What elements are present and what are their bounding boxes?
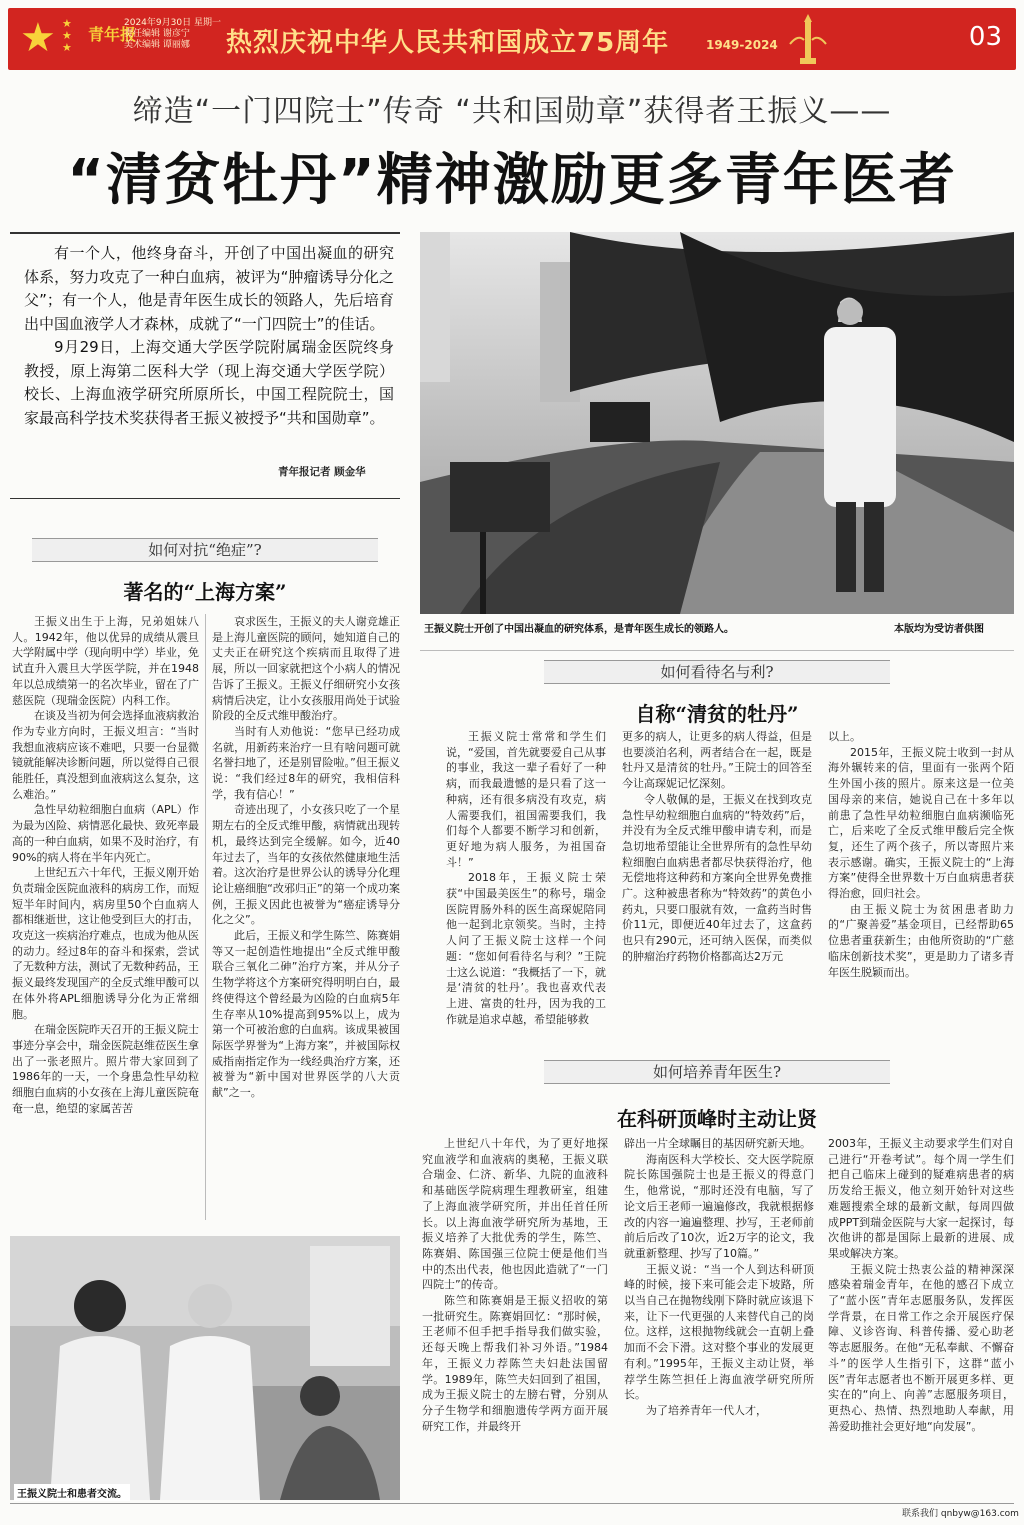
section3-col1: [422, 1136, 608, 1500]
lead-paragraph: 有一个人，他终身奋斗，开创了中国出凝血的研究体系，努力攻克了一种白血病，被评为“肿瘤诱导分化之父”；有一个人，他是青年医生成长的领路人，先后培育出中国血液学人才森林，成就了“一门四院士”的佳话。: [24, 244, 394, 333]
paragraph: 由王振义院士为贫困患者助力的“广聚善爱”基金项目，已经帮助65位患者重获新生；由他所资助的“广慈临床创新技术奖”，更是助力了诸多青年医生脱颖而出。: [828, 902, 1014, 979]
paragraph: 在谈及当初为何会选择血液病救治作为专业方向时，王振义坦言：“当时我想血液病应该不难吧，只要一台显微镜就能解决诊断问题，所以觉得自己很能胜任，真没想到血液病这么复杂，这么难治。”: [12, 709, 199, 801]
footer-contact: 联系我们 qnbyw@163.com: [902, 1509, 1019, 1519]
section2-col2: [622, 729, 812, 1047]
section2-question: 如何看待名与利?: [544, 660, 890, 684]
lead-bottom-rule: [10, 498, 400, 499]
paragraph: 上世纪五六十年代，王振义刚开始负责瑞金医院血液科的病房工作，而短短半年时间内，病房里50个白血病人都相继逝世，这让他受到巨大的打击，攻克这一疾病治疗难点，也成为他从医的动力。经过8年的奋斗和探索，尝试了无数种方法，测试了无数种药品，王振义最终发现国产的全反式维甲酸可以在体外将APL细胞诱导分化为正常细胞。: [12, 866, 199, 1021]
photo-credit: 本版均为受访者供图: [894, 624, 984, 635]
section3-col3: [828, 1136, 1014, 1500]
article-title: “清贫牡丹”精神激励更多青年医者: [67, 148, 957, 213]
paragraph: 王振义说：“当一个人到达科研顶峰的时候，接下来可能会走下坡路，所以当自己在抛物线刚下降时就应该退下来，让下一代更强的人来替代自己的岗位。这样，这根抛物线就会一直朝上叠加而不会下滑。这对整个事业的发展更有利。”1995年，王振义主动让贤，举荐学生陈竺担任上海血液学研究所所长。: [624, 1262, 814, 1402]
paragraph: 2018年，王振义院士荣获“中国最美医生”的称号，瑞金医院胃肠外科的医生高琛妮陪同他一起到北京领奖。当时，主持人问了王振义院士这样一个问题：“您如何看待名与利？”王院士这么说道：“我概括了一下，就是‘清贫的牡丹’。我也喜欢代表上进、富贵的牡丹，因为我的工作就是追求卓越，希望能够救: [446, 871, 606, 1026]
paragraph: 哀求医生，王振义的夫人谢竞雄正是上海儿童医院的顾问，她知道自己的丈夫正在研究这个疾病而且取得了进展，所以一回家就把这个小病人的情况告诉了王振义。王振义仔细研究小女孩病情后决定，让小女孩服用尚处于试验阶段的全反式维甲酸治疗。: [212, 615, 400, 723]
main-photo-caption: 王振义院士开创了中国出凝血的研究体系，是青年医生成长的领路人。: [424, 624, 734, 635]
section1-col2: [212, 614, 400, 1226]
paragraph: 王振义院士热衷公益的精神深深感染着瑞金青年，在他的感召下成立了“蓝小医”青年志愿服务队，发挥医学背景，在日常工作之余开展医疗保障、义诊咨询、科普传播、爱心助老等志愿服务。在他“无私奉献、不懈奋斗”的医学人生指引下，这群“蓝小医”青年志愿者也不断开展更多样、更实在的“向上、向善”志愿服务项目，更热心、热情、热烈地助人奉献，用善爱助推社会更好地“向发展”。: [828, 1262, 1014, 1433]
paragraph: 为了培养青年一代人才，: [646, 1403, 767, 1417]
section2-col1: [446, 729, 606, 1047]
paragraph: 王振义院士常常和学生们说，“爱国，首先就要爱自己从事的事业，我这一辈子看好了一种病，而我最遗憾的是只看了这一种病，还有很多病没有攻克，病人需要我们，祖国需要我们，我们每个人都要不断学习和创新，更好地为病人服务，为祖国奋斗！”: [446, 730, 606, 869]
section2-subhead: 自称“清贫的牡丹”: [635, 702, 799, 726]
paragraph: 此后，王振义和学生陈竺、陈赛娟等又一起创造性地提出“全反式维甲酸联合三氧化二砷”治疗方案，并从分子生物学将这个方案研究得明明白白，最终使得这个曾经最为凶险的白血病5年生存率从10%提高到95%以上，成为第一个可被治愈的白血病。该成果被国际医学界誉为“上海方案”，并被国际权威指南指定作为一线经典治疗方案，还被誉为“新中国对世界医学的八大贡献”之一。: [212, 929, 400, 1100]
newspaper-logo: 青年报: [88, 25, 137, 44]
paragraph: 2015年，王振义院士收到一封从海外辗转来的信，里面有一张两个陌生外国小孩的照片。原来这是一位美国母亲的来信，她说自己在十多年以前患了急性早幼粒细胞白血病濒临死亡，后来吃了全反式维甲酸后完全恢复，还生了两个孩子，所以寄照片来表示感谢。确实，王振义院士的“上海方案”使得全世界数十万白血病患者获得治愈，回归社会。: [828, 745, 1014, 901]
paragraph: 辟出一片全球瞩目的基因研究新天地。: [624, 1137, 811, 1150]
main-photo: [420, 232, 1014, 614]
byline: 青年报记者 顾金华: [278, 466, 366, 478]
paragraph: 海南医科大学校长、交大医学院原院长陈国强院士也是王振义的得意门生，他常说，“那时还没有电脑，写了论文后王老师一遍遍修改，我就根据修改的内容一遍遍整理、抄写，王老师前前后后改了10次，近2万字的论文，我就重新整理、抄写了10篇。”: [624, 1152, 814, 1260]
section3-question: 如何培养青年医生?: [544, 1060, 890, 1084]
paragraph: 在瑞金医院昨天召开的王振义院士事迹分享会中，瑞金医院赵维莅医生拿出了一张老照片。照片带大家回到了1986年的一天，一个身患急性早幼粒细胞白血病的小女孩在上海儿童医院奄奄一息，绝望的家属苦苦: [12, 1023, 199, 1115]
column-divider: [205, 614, 206, 1220]
star-icon: ★: [20, 15, 56, 61]
page-number: 03: [968, 22, 1002, 52]
issue-meta: [124, 18, 221, 51]
bottom-photo-caption: 王振义院士和患者交流。: [14, 1484, 130, 1501]
editor-line: 责任编辑 谢彦宁: [124, 29, 190, 39]
section1-col1: [12, 614, 199, 1226]
paragraph: 王振义出生于上海，兄弟姐妹八人。1942年，他以优异的成绩从震旦大学附属中学（现向明中学）毕业，免试直升入震旦大学医学院，并在1948年以总成绩第一的名次毕业，留在了广慈医院（现瑞金医院）内科工作。: [12, 615, 199, 707]
lead-paragraphs: [24, 242, 394, 430]
banner-headline: 热烈庆祝中华人民共和国成立75周年: [226, 28, 670, 58]
paragraph: 2003年，王振义主动要求学生们对自己进行“开卷考试”。每个周一学生们把自己临床上碰到的疑难病患者的病历发给王振义，他立刻开始针对这些难题搜索全球的最新文献，每周四做成PPT到瑞金医院与大家一起探讨，每次他讲的都是国际上最新的进展、成果或解决方案。: [828, 1137, 1014, 1260]
small-stars-icon: ★ ★ ★: [62, 17, 72, 54]
section2-col3: [828, 729, 1014, 1047]
section1-question: 如何对抗“绝症”?: [32, 538, 378, 562]
section-rule: [420, 650, 1014, 651]
lead-paragraph: 9月29日，上海交通大学医学院附属瑞金医院终身教授，原上海第二医科大学（现上海交通大学医学院）校长、上海血液学研究所原所长，中国工程院院士，国家最高科学技术奖获得者王振义被授予“共和国勋章”。: [24, 338, 394, 427]
paragraph: 陈竺和陈赛娟是王振义招收的第一批研究生。陈赛娟回忆：“那时候，王老师不但手把手指导我们做实验，还每天晚上帮我们补习外语。”1984年，王振义力荐陈竺夫妇赴法国留学。1989年，陈竺夫妇回到了祖国，成为王振义院士的左膀右臂，分别从分子生物学和细胞遗传学两方面开展研究工作，并最终开: [422, 1294, 608, 1433]
paragraph: 更多的病人，让更多的病人得益，但是也要淡泊名利，两者结合在一起，既是牡丹又是清贫的牡丹。”王院士的回答至今让高琛妮记忆深刻。: [622, 730, 812, 791]
paragraph: 奇迹出现了，小女孩只吃了一个星期左右的全反式维甲酸，病情就出现转机，最终达到完全缓解。如今，近40年过去了，当年的女孩依然健康地生活着。这次治疗是世界公认的诱导分化理论让癌细胞“改邪归正”的第一个成功案例，王振义因此也被誉为“癌症诱导分化之父”。: [212, 803, 400, 927]
banner-years: 1949-2024: [706, 38, 778, 52]
section3-subhead: 在科研顶峰时主动让贤: [617, 1107, 817, 1131]
bottom-photo: [10, 1236, 400, 1500]
paragraph: 急性早幼粒细胞白血病（APL）作为最为凶险、病情恶化最快、致死率最高的一种白血病，如果不及时治疗，有90%的病人将在半年内死亡。: [12, 803, 199, 864]
section1-subhead: 著名的“上海方案”: [123, 580, 287, 604]
page-banner: [8, 8, 1016, 70]
paragraph: 当时有人劝他说：“您早已经功成名就，用新药来治疗一旦有啥问题可就名誉扫地了，还是别冒险啦。”但王振义说：“我们经过8年的研究，我相信科学，我有信心！”: [212, 724, 400, 801]
paragraph: 令人敬佩的是，王振义在找到攻克急性早幼粒细胞白血病的“特效药”后，并没有为全反式维甲酸申请专利，而是急切地希望能让全世界所有的急性早幼粒细胞白血病患者都尽快获得治疗，他无偿地将这种药和方案向全世界免费推广。这种被患者称为“特效药”的黄色小药丸，只要口服就有效，一盒药当时售价11元，即便近40年过去了，这盒药也只有290元，还可纳入医保，而类似的肿瘤治疗药物价格都高达2万元: [622, 792, 812, 963]
paragraph: 以上。: [828, 730, 861, 743]
art-editor-line: 美术编辑 谭丽娜: [124, 40, 190, 50]
section3-col2: [624, 1136, 814, 1500]
paragraph: 上世纪八十年代，为了更好地探究血液学和血液病的奥秘，王振义联合瑞金、仁济、新华、九院的血液科和基础医学院病理生理教研室，组建了上海血液学研究所，并出任首任所长。以上海血液学研究所为基地，王振义培养了大批优秀的学生，陈竺、陈赛娟、陈国强三位院士便是他们当中的杰出代表，他也因此造就了“一门四院士”的传奇。: [422, 1137, 608, 1292]
monument-icon: [788, 14, 828, 66]
footer-rule: [10, 1503, 1014, 1504]
issue-date: 2024年9月30日 星期一: [124, 18, 221, 28]
lead-top-rule: [10, 232, 400, 234]
article-kicker: 缔造“一门四院士”传奇 “共和国勋章”获得者王振义——: [132, 94, 892, 129]
